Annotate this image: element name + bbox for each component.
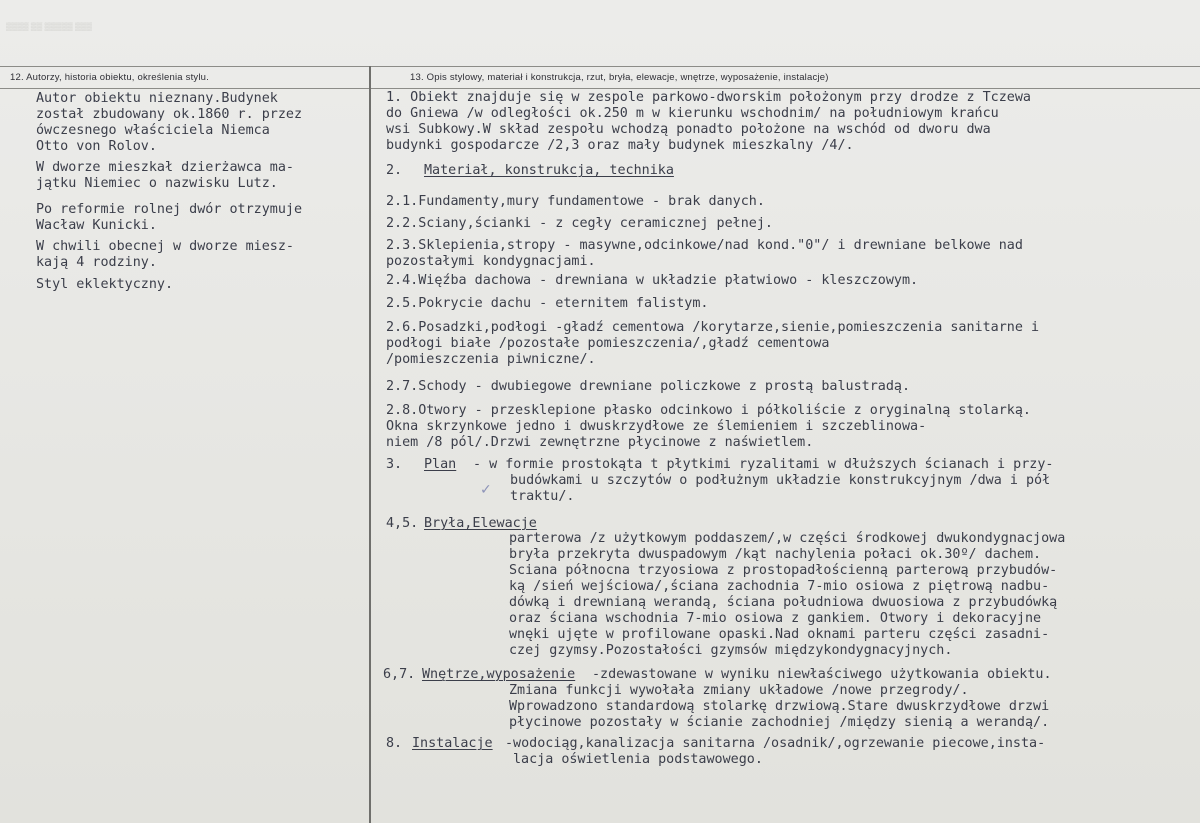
text-line: 2.2.Sciany,ścianki - z cegły ceramicznej pełnej.	[386, 216, 773, 231]
text-line: 2.4.Więźba dachowa - drewniana w układzie płatwiowo - kleszczowym.	[386, 273, 919, 288]
text-line: czej gzymsy.Pozostałości gzymsów międzykondygnacyjnych.	[509, 643, 953, 658]
text-line: -zdewastowane w wyniku niewłaściwego użytkowania obiektu.	[592, 667, 1052, 682]
section-title: Plan	[424, 457, 457, 472]
text-line: Wprowadzono standardową stolarkę drzwiową.Stare dwuskrzydłowe drzwi	[509, 699, 1050, 714]
section-number: 4,5.	[386, 516, 419, 531]
section-title: Wnętrze,wyposażenie	[422, 667, 576, 682]
text-line: do Gniewa /w odległości ok.250 m w kierunku wschodnim/ na południowym krańcu	[386, 106, 999, 121]
text-line: 2.5.Pokrycie dachu - eternitem falistym.	[386, 296, 709, 311]
text-line: dówką i drewnianą werandą, ściana południowa dwuosiowa z przybudówką	[509, 595, 1058, 610]
text-line: Sciana północna trzyosiowa z prostopadłościenną parterową przybudów-	[509, 563, 1058, 578]
text-line: /pomieszczenia piwniczne/.	[386, 352, 596, 367]
text-line: Zmiana funkcji wywołała zmiany układowe /nowe przegrody/.	[509, 683, 969, 698]
text-line: Okna skrzynkowe jedno i dwuskrzydłowe ze ślemieniem i szczeblinowa-	[386, 419, 927, 434]
text-line: ówczesnego właściciela Niemca	[36, 123, 270, 138]
text-line: W chwili obecnej w dworze miesz-	[36, 239, 294, 254]
text-line: 1. Obiekt znajduje się w zespole parkowo-dworskim położonym przy drodze z Tczewa	[386, 90, 1031, 105]
text-line: 2.7.Schody - dwubiegowe drewniane policzkowe z prostą balustradą.	[386, 379, 911, 394]
text-line: budówkami u szczytów o podłużnym układzie konstrukcyjnym /dwa i pół	[510, 473, 1051, 488]
text-line: jątku Niemiec o nazwisku Lutz.	[36, 176, 278, 191]
pencil-check-mark: ✓	[480, 482, 492, 498]
text-line: 2.6.Posadzki,podłogi -gładź cementowa /korytarze,sienie,pomieszczenia sanitarne i	[386, 320, 1040, 335]
text-line: podłogi białe /pozostałe pomieszczenia/,gładź cementowa	[386, 336, 830, 351]
text-line: ką /sień wejściowa/,ściana zachodnia 7-mio osiowa z piętrową nadbu-	[509, 579, 1050, 594]
text-line: Otto von Rolov.	[36, 139, 157, 154]
text-line: płycinowe pozostały w ścianie zachodniej /między sienią a werandą/.	[509, 715, 1050, 730]
section-title: Bryła,Elewacje	[424, 516, 537, 531]
column-divider	[369, 66, 371, 823]
text-line: oraz ściana wschodnia 7-mio osiowa z gankiem. Otwory i dekoracyjne	[509, 611, 1042, 626]
section-title: Instalacje	[412, 736, 493, 751]
field-12-header: 12. Autorzy, historia obiektu, określenia stylu.	[10, 72, 209, 83]
text-line: Wacław Kunicki.	[36, 218, 157, 233]
text-line: niem /8 pól/.Drzwi zewnętrzne płycinowe z naświetlem.	[386, 435, 814, 450]
header-bottom-rule	[0, 88, 1200, 89]
text-line: Po reformie rolnej dwór otrzymuje	[36, 202, 303, 217]
text-line: 2.8.Otwory - przesklepione płasko odcinkowo i półkoliście z oryginalną stolarką.	[386, 403, 1031, 418]
section-title: Materiał, konstrukcja, technika	[424, 163, 674, 178]
section-number: 2.	[386, 163, 403, 178]
text-line: lacja oświetlenia podstawowego.	[513, 752, 763, 767]
field-13-header: 13. Opis stylowy, materiał i konstrukcja, rzut, bryła, elewacje, wnętrze, wyposażenie, instalacje)	[410, 72, 829, 83]
section-number: 8.	[386, 736, 403, 751]
faded-background-print: ▒▒▒▒ ▒▒ ▒▒▒▒▒ ▒▒▒	[6, 22, 93, 31]
text-line: 2.3.Sklepienia,stropy - masywne,odcinkowe/nad kond."0"/ i drewniane belkowe nad	[386, 238, 1023, 253]
header-top-rule	[0, 66, 1200, 67]
section-number: 6,7.	[383, 667, 416, 682]
text-line: parterowa /z użytkowym poddaszem/,w części środkowej dwukondygnacjowa	[509, 531, 1066, 546]
text-line: -wodociąg,kanalizacja sanitarna /osadnik/,ogrzewanie piecowe,insta-	[505, 736, 1046, 751]
text-line: traktu/.	[510, 489, 575, 504]
text-line: wnęki ujęte w profilowane opaski.Nad oknami parteru części zasadni-	[509, 627, 1050, 642]
text-line: kają 4 rodziny.	[36, 255, 157, 270]
text-line: budynki gospodarcze /2,3 oraz mały budynek mieszkalny /4/.	[386, 138, 854, 153]
text-line: - w formie prostokąta t płytkimi ryzalitami w dłuższych ścianach i przy-	[473, 457, 1054, 472]
text-line: 2.1.Fundamenty,mury fundamentowe - brak danych.	[386, 194, 765, 209]
section-number: 3.	[386, 457, 403, 472]
text-line: W dworze mieszkał dzierżawca ma-	[36, 160, 294, 175]
text-line: Styl eklektyczny.	[36, 277, 174, 292]
text-line: Autor obiektu nieznany.Budynek	[36, 91, 278, 106]
text-line: pozostałymi kondygnacjami.	[386, 254, 596, 269]
text-line: bryła przekryta dwuspadowym /kąt nachylenia połaci ok.30º/ dachem.	[509, 547, 1042, 562]
text-line: został zbudowany ok.1860 r. przez	[36, 107, 303, 122]
text-line: wsi Subkowy.W skład zespołu wchodzą ponadto położone na wschód od dworu dwa	[386, 122, 991, 137]
